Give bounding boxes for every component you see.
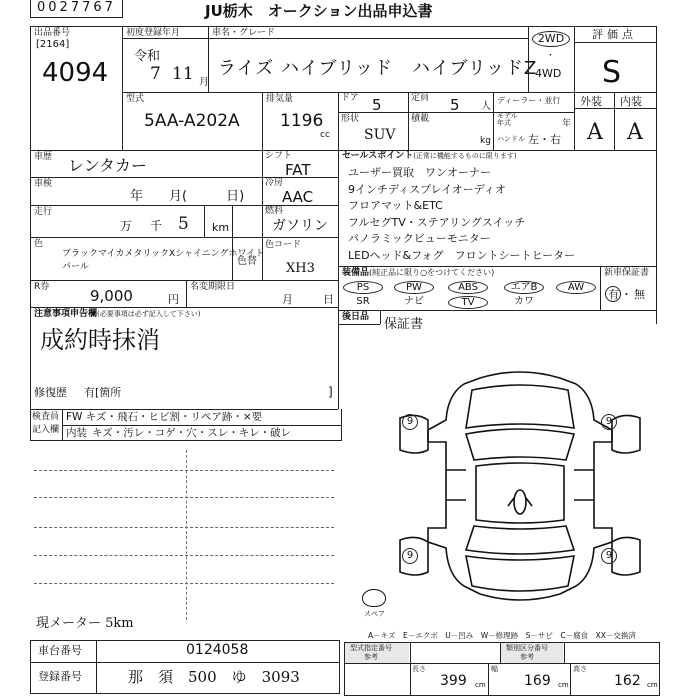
doors: 5	[372, 96, 382, 114]
handle: 左・右	[528, 133, 561, 146]
equipment-item: カワ	[514, 296, 534, 307]
inspector-exterior: FW キズ・飛石・ヒビ割・リペア跡・×要	[66, 411, 263, 423]
width-label: 幅	[491, 665, 498, 673]
mileage-sen: 千	[150, 219, 163, 233]
grade-label: 評価点	[592, 28, 637, 41]
cert-label: 型式指定番号	[350, 644, 392, 652]
equipment-item: エアB	[504, 281, 544, 294]
accessories-label: 後日品	[342, 312, 370, 322]
tire-front-right: 9	[601, 414, 617, 430]
windshield	[466, 429, 574, 460]
displacement-label: 排気量	[266, 94, 294, 104]
repair-value: 有[箇所	[84, 386, 122, 399]
equipment-item: ABS	[448, 281, 488, 294]
dealer-label: ディーラー・並行	[497, 96, 561, 105]
spare-tire	[362, 589, 386, 607]
reg-month: 11	[172, 64, 194, 84]
ac-label: 冷房	[265, 178, 284, 188]
car-diagram	[380, 350, 660, 620]
exterior-label: 外装	[580, 95, 602, 108]
tire-rear-right: 9	[601, 548, 617, 564]
type-label: 型式	[126, 94, 145, 104]
era: 令和	[134, 49, 161, 64]
sales-point-item: LEDヘッド&フォグ フロントシートヒーター	[348, 248, 576, 262]
width: 169	[524, 673, 551, 689]
int-tag: 内装	[66, 427, 87, 439]
spare-label: スペア	[364, 610, 385, 618]
length-label: 長さ	[412, 665, 426, 673]
color-label: 色	[34, 239, 44, 249]
repair-label: 修復歴	[34, 386, 67, 399]
equipment-item: AW	[556, 281, 596, 294]
lot-label: 出品番号	[34, 28, 71, 38]
new-car-warranty: 有・無	[608, 288, 647, 301]
equipment-item: ナビ	[404, 296, 424, 307]
mileage-label: 走行	[34, 207, 53, 217]
notes-label: 注意事項申告欄(必要事項は必ず記入して下さい)	[34, 309, 201, 319]
color-code: XH3	[286, 261, 315, 276]
color-change-label: 色替	[237, 256, 257, 267]
capacity-label: 定員	[411, 93, 430, 103]
damage-legend: A－キズ E－エクボ U－凹み W－修理跡 S－サビ C－腐食 XX－交換済	[368, 631, 636, 640]
inspection: 年 月( 日)	[130, 189, 245, 204]
width-unit: cm	[558, 681, 569, 689]
shift-label: シフト	[265, 151, 293, 161]
drive-2wd: 2WD	[532, 31, 570, 47]
registration-label: 初度登録年月	[126, 28, 181, 38]
sales-label: セールスポイント(正常に機能するものに限ります)	[342, 151, 517, 161]
color-code-label: 色コード	[265, 240, 302, 250]
recycle-fee: 9,000	[90, 287, 133, 305]
recycle-label: R券	[34, 282, 50, 292]
model-name: ライズ ハイブリッド ハイブリッドZ	[218, 58, 538, 79]
height-label: 高さ	[573, 665, 587, 673]
class-label: 類別区分番号	[506, 644, 548, 652]
grade-value: S	[602, 55, 622, 90]
sales-point-item: 9インチディスプレイオーディオ	[348, 182, 506, 196]
model-year-unit: 年	[562, 119, 572, 129]
meter-note: 現メーター 5km	[36, 616, 134, 631]
class-sub: 参考	[520, 653, 534, 661]
displacement: 1196	[280, 111, 324, 131]
inspector-interior: キズ・汚レ・コゲ・穴・スレ・キレ・破レ	[92, 427, 292, 439]
new-car-warranty-label: 新車保証書	[604, 268, 650, 278]
month-unit: 月	[199, 77, 209, 88]
doors-label: ドア	[341, 93, 359, 103]
shape-label: 形状	[341, 114, 360, 124]
inspector-label-2: 記入欄	[32, 425, 60, 435]
exterior-grade: A	[587, 120, 603, 145]
mileage: 5	[178, 214, 189, 234]
form-title: JU栃木 オークション出品申込書	[205, 2, 433, 20]
repair-end: ]	[328, 385, 333, 399]
equipment-item: PW	[394, 281, 434, 294]
equipment-item: PS	[343, 281, 383, 294]
length: 399	[440, 673, 467, 689]
name-change-label: 名変期限日	[190, 282, 236, 292]
lot-code: [2164]	[36, 39, 70, 50]
inspector-label-1: 検査員	[32, 412, 60, 422]
plate-label: 登録番号	[38, 670, 82, 683]
lot-number: 4094	[42, 58, 109, 88]
cert-sub: 参考	[364, 653, 378, 661]
car-body-outline	[428, 372, 612, 600]
model-label: 車名・グレード	[212, 28, 276, 38]
history-value: レンタカー	[68, 156, 147, 175]
person-unit: 人	[481, 101, 491, 112]
sales-point-item: ユーザー買取 ワンオーナー	[348, 166, 491, 179]
km-unit: km	[212, 221, 230, 234]
tire-rear-left: 9	[402, 548, 418, 564]
sales-point-item: フロアマット&ETC	[348, 199, 443, 212]
tire-front-left: 9	[402, 414, 418, 430]
rear-window	[466, 526, 574, 554]
fuel-label: 燃料	[265, 206, 284, 216]
equipment-item: SR	[356, 296, 370, 307]
trunk	[466, 556, 574, 591]
notes-handwritten: 成約時抹消	[40, 326, 160, 354]
model-year-label: モデル年式	[497, 112, 518, 127]
color-name-2: パール	[62, 262, 89, 272]
serial-number: 0027767	[30, 0, 123, 18]
mileage-man: 万	[120, 219, 133, 233]
accessories: 保証書	[384, 317, 424, 332]
load-label: 積載	[411, 114, 430, 124]
sales-point-item: パノラミックビューモニター	[348, 232, 491, 245]
chassis-label: 車台番号	[38, 644, 82, 657]
equipment-label: 装備品(純正品に限り○をつけてください)	[342, 268, 495, 278]
yen-unit: 円	[168, 293, 179, 306]
cc-unit: cc	[320, 130, 330, 140]
shape: SUV	[364, 127, 396, 143]
day-label: 日	[323, 293, 334, 306]
history-label: 車歴	[34, 152, 53, 162]
height-unit: cm	[647, 681, 658, 689]
shift: FAT	[285, 161, 311, 179]
equipment-item: TV	[448, 296, 488, 309]
handle-label: ハンドル	[497, 135, 525, 143]
interior-grade: A	[627, 120, 643, 145]
inspection-label: 車検	[34, 179, 53, 189]
interior-label: 内装	[620, 95, 642, 108]
color-name-1: ブラックマイカメタリックXシャイニングホワイト	[62, 249, 265, 259]
drive-dot: ・	[546, 51, 556, 61]
fuel: ガソリン	[272, 218, 328, 234]
reg-year: 7	[150, 64, 161, 84]
capacity: 5	[450, 96, 460, 114]
sales-point-item: フルセグTV・ステアリングスイッチ	[348, 215, 526, 229]
plate-number: 那 須 500 ゆ 3093	[128, 668, 300, 686]
kg-unit: kg	[480, 136, 491, 146]
chassis-number: 0124058	[186, 642, 249, 658]
hood-outline	[466, 385, 574, 428]
ac: AAC	[282, 188, 314, 206]
height: 162	[614, 673, 641, 689]
drive-4wd: 4WD	[535, 67, 562, 80]
month-label: 月	[282, 293, 293, 306]
length-unit: cm	[475, 681, 486, 689]
vehicle-type: 5AA-A202A	[144, 111, 240, 131]
